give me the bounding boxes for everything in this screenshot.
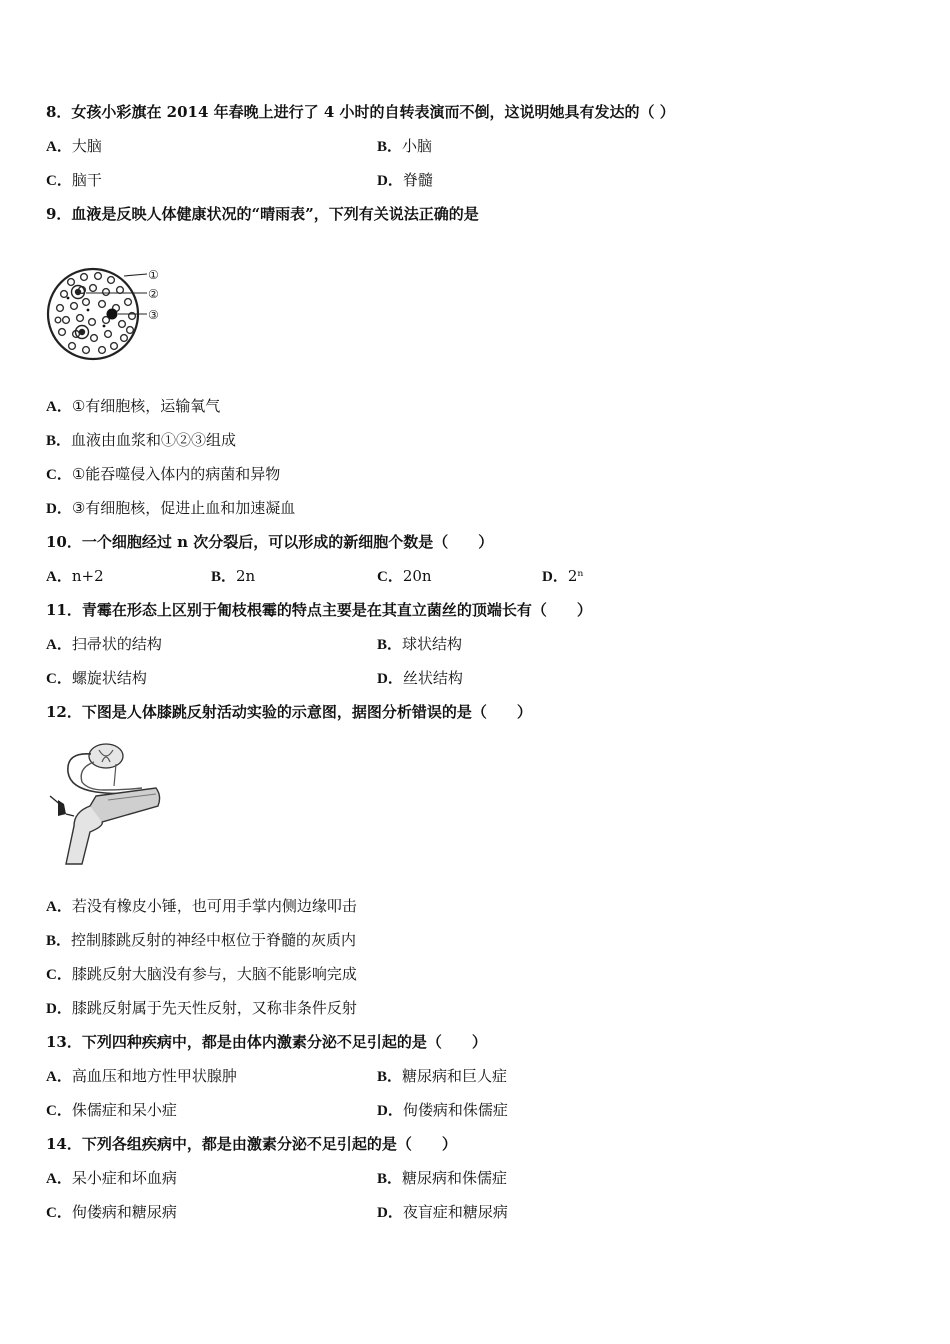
q11-option-d: D．丝状结构 bbox=[377, 669, 463, 687]
q13-option-b: B．糖尿病和巨人症 bbox=[377, 1067, 508, 1085]
blood-smear-figure bbox=[46, 262, 171, 367]
q14-option-c: C．佝偻病和糖尿病 bbox=[46, 1203, 177, 1221]
q10-option-d: D．2ⁿ bbox=[542, 567, 584, 585]
q10-option-b: B．2n bbox=[211, 567, 256, 585]
q12-option-b: B．控制膝跳反射的神经中枢位于脊髓的灰质内 bbox=[46, 931, 357, 949]
question-13-stem: 13．下列四种疾病中，都是由体内激素分泌不足引起的是（ ） bbox=[46, 1033, 487, 1051]
label-1: ① bbox=[148, 268, 159, 282]
q8-option-b: B．小脑 bbox=[377, 137, 433, 155]
blood-smear-illustration bbox=[46, 262, 171, 367]
q14-option-d: D．夜盲症和糖尿病 bbox=[377, 1203, 508, 1221]
q14-option-a: A．呆小症和坏血病 bbox=[46, 1169, 177, 1187]
question-9-stem: 9．血液是反映人体健康状况的“晴雨表”，下列有关说法正确的是 bbox=[46, 205, 479, 223]
q13-option-d: D．佝偻病和侏儒症 bbox=[377, 1101, 508, 1119]
knee-jerk-illustration bbox=[44, 740, 164, 868]
q11-option-c: C．螺旋状结构 bbox=[46, 669, 147, 687]
q14-option-b: B．糖尿病和侏儒症 bbox=[377, 1169, 508, 1187]
question-12-stem: 12．下图是人体膝跳反射活动实验的示意图，据图分析错误的是（ ） bbox=[46, 703, 532, 721]
label-3: ③ bbox=[148, 308, 159, 322]
q11-option-a: A．扫帚状的结构 bbox=[46, 635, 162, 653]
q8-option-d: D．脊髓 bbox=[377, 171, 433, 189]
q9-option-d: D．③有细胞核，促进止血和加速凝血 bbox=[46, 499, 296, 517]
q13-option-c: C．侏儒症和呆小症 bbox=[46, 1101, 177, 1119]
knee-jerk-figure bbox=[44, 740, 164, 868]
q13-option-a: A．高血压和地方性甲状腺肿 bbox=[46, 1067, 237, 1085]
q8-option-a: A．大脑 bbox=[46, 137, 102, 155]
q12-option-a: A．若没有橡皮小锤，也可用手掌内侧边缘叩击 bbox=[46, 897, 357, 915]
question-14-stem: 14．下列各组疾病中，都是由激素分泌不足引起的是（ ） bbox=[46, 1135, 457, 1153]
q9-option-c: C．①能吞噬侵入体内的病菌和异物 bbox=[46, 465, 281, 483]
question-10-stem: 10．一个细胞经过 n 次分裂后，可以形成的新细胞个数是（ ） bbox=[46, 533, 494, 551]
q8-option-c: C．脑干 bbox=[46, 171, 102, 189]
q11-option-b: B．球状结构 bbox=[377, 635, 463, 653]
question-8-stem: 8．女孩小彩旗在 2014 年春晚上进行了 4 小时的自转表演而不倒，这说明她具有发达的（ ） bbox=[46, 103, 675, 121]
q12-option-c: C．膝跳反射大脑没有参与，大脑不能影响完成 bbox=[46, 965, 357, 983]
q9-option-b: B．血液由血浆和①②③组成 bbox=[46, 431, 237, 449]
q10-option-a: A．n+2 bbox=[46, 567, 104, 585]
q12-option-d: D．膝跳反射属于先天性反射，又称非条件反射 bbox=[46, 999, 357, 1017]
question-11-stem: 11．青霉在形态上区别于匍枝根霉的特点主要是在其直立菌丝的顶端长有（ ） bbox=[46, 601, 592, 619]
q10-option-c: C．20n bbox=[377, 567, 432, 585]
label-2: ② bbox=[148, 287, 159, 301]
q9-option-a: A．①有细胞核，运输氧气 bbox=[46, 397, 221, 415]
